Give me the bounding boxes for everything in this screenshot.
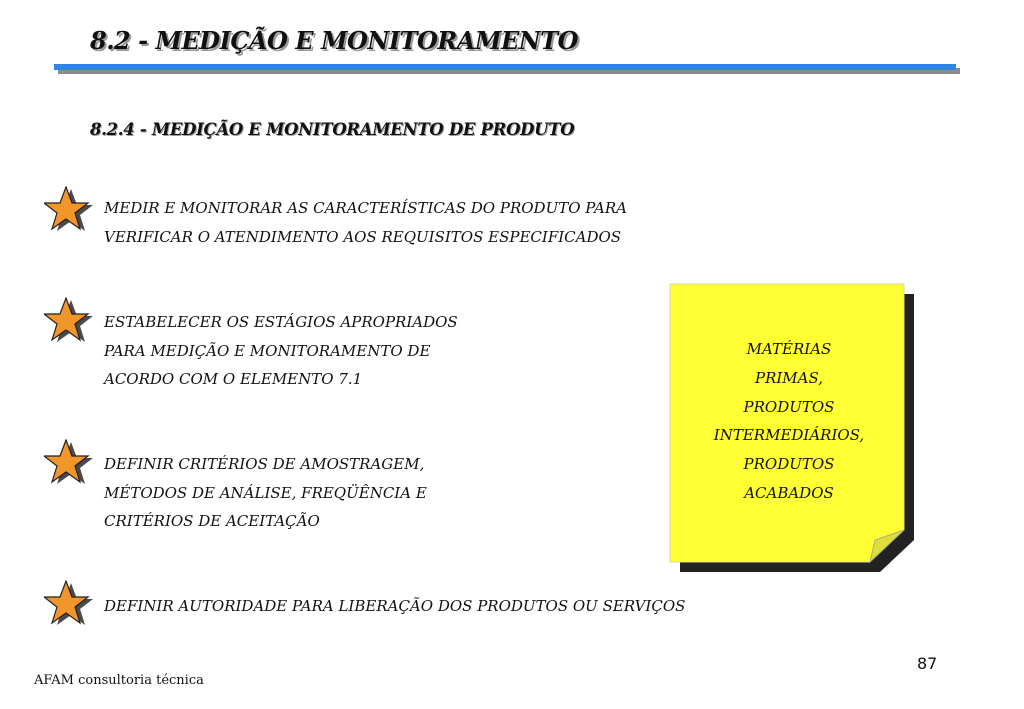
bullet-line: PARA MEDIÇÃO E MONITORAMENTO DE xyxy=(104,341,431,360)
bullet-line: ESTABELECER OS ESTÁGIOS APROPRIADOS xyxy=(104,313,458,331)
title-rule xyxy=(54,64,956,70)
sticky-note-text xyxy=(690,335,888,508)
bullet-line: MEDIR E MONITORAR AS CARACTERÍSTICAS DO PRODUTO PARA xyxy=(104,199,627,217)
bullet-line: DEFINIR AUTORIDADE PARA LIBERAÇÃO DOS PRODUTOS OU SERVIÇOS xyxy=(104,597,686,615)
bullet-line: DEFINIR CRITÉRIOS DE AMOSTRAGEM, xyxy=(104,455,425,473)
note-line: MATÉRIAS xyxy=(746,340,832,358)
bullet-line: VERIFICAR O ATENDIMENTO AOS REQUISITOS ESPECIFICADOS xyxy=(104,227,622,246)
star-icon xyxy=(44,297,94,345)
bullet-text-3 xyxy=(104,450,427,536)
bullet-line: MÉTODOS DE ANÁLISE, FREQÜÊNCIA E xyxy=(104,483,427,502)
star-icon xyxy=(44,580,94,628)
page-title: 8.2 - MEDIÇÃO E MONITORAMENTO xyxy=(90,26,578,55)
note-line: INTERMEDIÁRIOS, xyxy=(713,426,865,445)
bullet-text-2 xyxy=(104,308,458,394)
star-icon xyxy=(44,186,94,234)
note-line: PRODUTOS xyxy=(743,397,835,416)
section-subtitle: 8.2.4 - MEDIÇÃO E MONITORAMENTO DE PRODUTO xyxy=(90,120,575,139)
page-number: 87 xyxy=(917,654,938,673)
star-icon xyxy=(44,439,94,487)
footer-text: AFAM consultoria técnica xyxy=(34,673,204,688)
note-line: PRIMAS, xyxy=(754,368,823,387)
bullet-text-1 xyxy=(104,194,627,251)
note-line: ACABADOS xyxy=(744,483,834,502)
note-line: PRODUTOS xyxy=(743,455,835,474)
bullet-text-4 xyxy=(104,592,685,621)
bullet-line: ACORDO COM O ELEMENTO 7.1 xyxy=(104,370,363,388)
bullet-line: CRITÉRIOS DE ACEITAÇÃO xyxy=(104,512,320,530)
